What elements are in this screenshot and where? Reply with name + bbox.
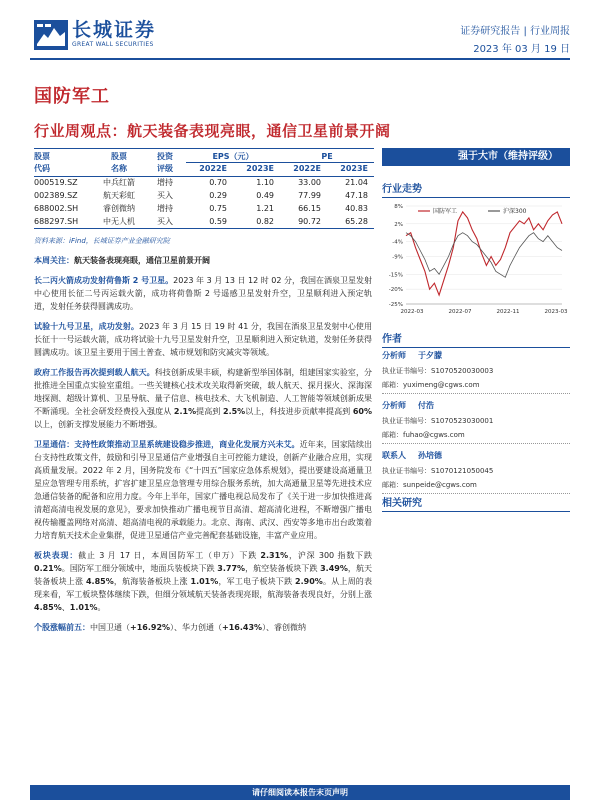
legend-label: 国防军工: [433, 208, 458, 215]
logo-chinese-name: 长城证券: [72, 19, 157, 41]
header-rating-1: 投资: [144, 149, 186, 163]
related-research-title: 相关研究: [382, 494, 570, 512]
report-body: [34, 254, 372, 641]
y-tick-label: -15%: [388, 272, 403, 279]
pe-2022: 33.00: [298, 178, 321, 188]
weekly-focus: 本周关注：航天装备表现亮眼，通信卫星前景开阔: [34, 256, 210, 265]
logo-english-name: GREAT WALL SECURITIES: [72, 41, 154, 48]
stock-rating: 买入: [157, 191, 173, 200]
company-logo: [34, 20, 184, 50]
y-tick-label: -20%: [388, 287, 403, 294]
pe-2022: 77.99: [298, 191, 321, 200]
header-divider: [30, 58, 570, 60]
analyst-cert: 执业证书编号：S1070121050045: [382, 467, 494, 475]
analyst-email[interactable]: 邮箱：yuximeng@cgws.com: [382, 380, 570, 394]
y-tick-label: 8%: [394, 204, 403, 210]
table-row: [34, 215, 374, 228]
x-tick-label: 2023-03: [544, 309, 568, 315]
analyst-email[interactable]: 邮箱：fuhao@cgws.com: [382, 430, 570, 444]
pe-2023: 65.28: [327, 215, 374, 228]
page-header: [0, 0, 600, 60]
table-row: [34, 189, 374, 202]
analyst-card: [382, 450, 570, 494]
header-eps-2023: 2023E: [233, 163, 280, 177]
author-section-title: 作者: [382, 330, 570, 348]
pe-2022: 90.72: [280, 215, 327, 228]
industry-rating-badge: 强于大市（维持评级）: [382, 148, 570, 166]
pe-2023: 21.04: [345, 178, 368, 188]
analyst-list: [382, 344, 570, 498]
stock-code: 688002.SH: [34, 204, 79, 213]
industry-trend-chart: [382, 196, 570, 321]
analyst-cert: 执业证书编号：S1070520030003: [382, 367, 494, 375]
stock-rating-table: [34, 148, 374, 229]
stock-name: 中无人机: [94, 215, 144, 228]
stock-rating: 买入: [144, 215, 186, 228]
header-eps-2022: 2022E: [186, 163, 233, 177]
stock-name: 航天彩虹: [103, 191, 135, 200]
header-stock-name-2: 名称: [94, 163, 144, 177]
paragraph: 个股涨幅前五：中国卫通（+16.92%）、华力创通（+16.43%）、睿创微纳: [34, 623, 307, 632]
series-line-csi300: [406, 233, 562, 278]
industry-title: 国防军工: [34, 86, 110, 107]
table-row: [34, 176, 374, 189]
paragraph: 试验十九号卫星，成功发射。2023 年 3 月 15 日 19 时 41 分，我国在酒泉卫星发射中心使用长征十一号运载火箭，成功将试验十九号卫星发射升空，卫星顺利进入预定轨道，发射任务获得圆满成功。该卫星主要用于国土普查、城市规划和防灾减灾等领域。: [34, 322, 372, 357]
y-tick-label: -4%: [392, 239, 403, 246]
header-pe: PE: [280, 149, 374, 163]
legend-label: 沪深300: [503, 208, 527, 215]
header-rating-2: 评级: [144, 163, 186, 177]
trend-section-title: 行业走势: [382, 180, 570, 198]
header-pe-2023: 2023E: [327, 163, 374, 177]
eps-2022: 0.70: [209, 178, 227, 188]
report-type: 证券研究报告 | 行业周报: [460, 26, 570, 37]
report-headline: 行业周观点：航天装备表现亮眼，通信卫星前景开阔: [34, 122, 391, 140]
paragraph: 板块表现：截止 3 月 17 日，本周国防军工（申万）下跌 2.31%，沪深 300 指数下跌 0.21%。国防军工细分领域中，地面兵装板块下跌 3.77%，航空装备板块下跌 3.49%，航天装备板块上涨 4.85%，航海装备板块上涨 1.01%，军工电子板块下跌 2.90%。从上周的表现来看，军工板块整体继续下跌，但细分领域航天装备表现亮眼，航海装备表现良好，分别上涨 4.85%、1.01%。: [34, 551, 373, 612]
eps-2023: 0.82: [233, 215, 280, 228]
pe-2022: 66.15: [298, 204, 321, 213]
analyst-cert: 执业证书编号：S1070523030001: [382, 417, 494, 425]
eps-2023: 1.10: [256, 178, 274, 188]
table-source: 资料来源：iFind，长城证券产业金融研究院: [34, 237, 170, 245]
stock-rating: 增持: [157, 178, 173, 188]
x-tick-label: 2022-07: [448, 309, 472, 315]
analyst-name: 分析师 付浩: [382, 401, 434, 410]
paragraph: 长二丙火箭成功发射荷鲁斯 2 号卫星。2023 年 3 月 13 日 12 时 02 分，我国在酒泉卫星发射中心使用长征二号丙运载火箭，成功将荷鲁斯 2 号遥感卫星发射升空，卫星顺利进入预定轨道，发射任务获得圆满成功。: [34, 276, 373, 311]
analyst-email[interactable]: 邮箱：sunpeide@cgws.com: [382, 480, 570, 494]
analyst-card: [382, 400, 570, 444]
y-tick-label: -9%: [392, 254, 403, 261]
eps-2023: 0.49: [256, 191, 274, 200]
stock-code: 000519.SZ: [34, 178, 78, 188]
eps-2022: 0.29: [209, 191, 227, 200]
header-stock-name-1: 股票: [94, 149, 144, 163]
paragraph: 卫星通信：支持性政策推动卫星系统建设稳步推进，商业化发展方兴未艾。近年来，国家陆续出台支持性政策文件，鼓励和引导卫星通信产业增强自主可控能力建设，创新产业融合应用，实现高质量发展。2022 年 2 月，国务院发布《“十四五”国家应急体系规划》，提出要建设高通量卫星应急管理专用系统，扩容扩建卫星应急管理专用综合服务系统，加大高通量卫星等先进技术应急通信装备的配备和应用力度。今年上半年，国家广播电视总局发布了《关于进一步加快推进高清超高清电视发展的意见》，要求加快推动广播电视节目高清、超高清化进程，不断增强广播电视传输覆盖网络对高清、超高清电视的承载能力。北京、海南、武汉、西安等多地市出台政策着力培育航天技术企业集群，促进卫星通信产业完善配套基础设施，丰富产业应用。: [34, 440, 372, 540]
page-footer-disclaimer: 请仔细阅读本报告末页声明: [30, 785, 570, 800]
pe-2023: 40.83: [345, 204, 368, 213]
analyst-name: 分析师 于夕朦: [382, 351, 442, 360]
eps-2022: 0.59: [186, 215, 233, 228]
paragraph: 政府工作报告再次提到载人航天。科技创新成果丰硕，构建新型举国体制，组建国家实验室，分批推进全国重点实验室重组。一些关键核心技术攻关取得新突破，载人航天、探月探火、深海深地探测、超级计算机、卫星导航、量子信息、核电技术、大飞机制造、人工智能等领域创新成果不断涌现。全社会研发经费投入强度从 2.1%提高到 2.5%以上，科技进步贡献率提高到 60%以上，创新支撑发展能力不断增强。: [34, 368, 373, 429]
header-eps: EPS（元）: [186, 149, 280, 163]
stock-code: 688297.SH: [34, 215, 94, 228]
great-wall-logo-icon: [34, 20, 68, 50]
stock-name: 中兵红箭: [103, 178, 135, 188]
table-row: [34, 202, 374, 215]
analyst-card: [382, 350, 570, 394]
stock-rating: 增持: [157, 204, 173, 213]
analyst-name: 联系人 孙培德: [382, 451, 442, 460]
y-tick-label: 2%: [394, 221, 403, 228]
eps-2022: 0.75: [209, 204, 227, 213]
y-tick-label: -25%: [388, 302, 403, 308]
stock-name: 睿创微纳: [103, 204, 135, 213]
header-stock-code-1: 股票: [34, 149, 94, 163]
pe-2023: 47.18: [345, 191, 368, 200]
header-stock-code-2: 代码: [34, 163, 94, 177]
header-pe-2022: 2022E: [280, 163, 327, 177]
eps-2023: 1.21: [256, 204, 274, 213]
x-tick-label: 2022-11: [496, 309, 520, 315]
stock-code: 002389.SZ: [34, 191, 78, 200]
x-tick-label: 2022-03: [400, 309, 424, 315]
report-date: 2023 年 03 月 19 日: [473, 44, 570, 55]
